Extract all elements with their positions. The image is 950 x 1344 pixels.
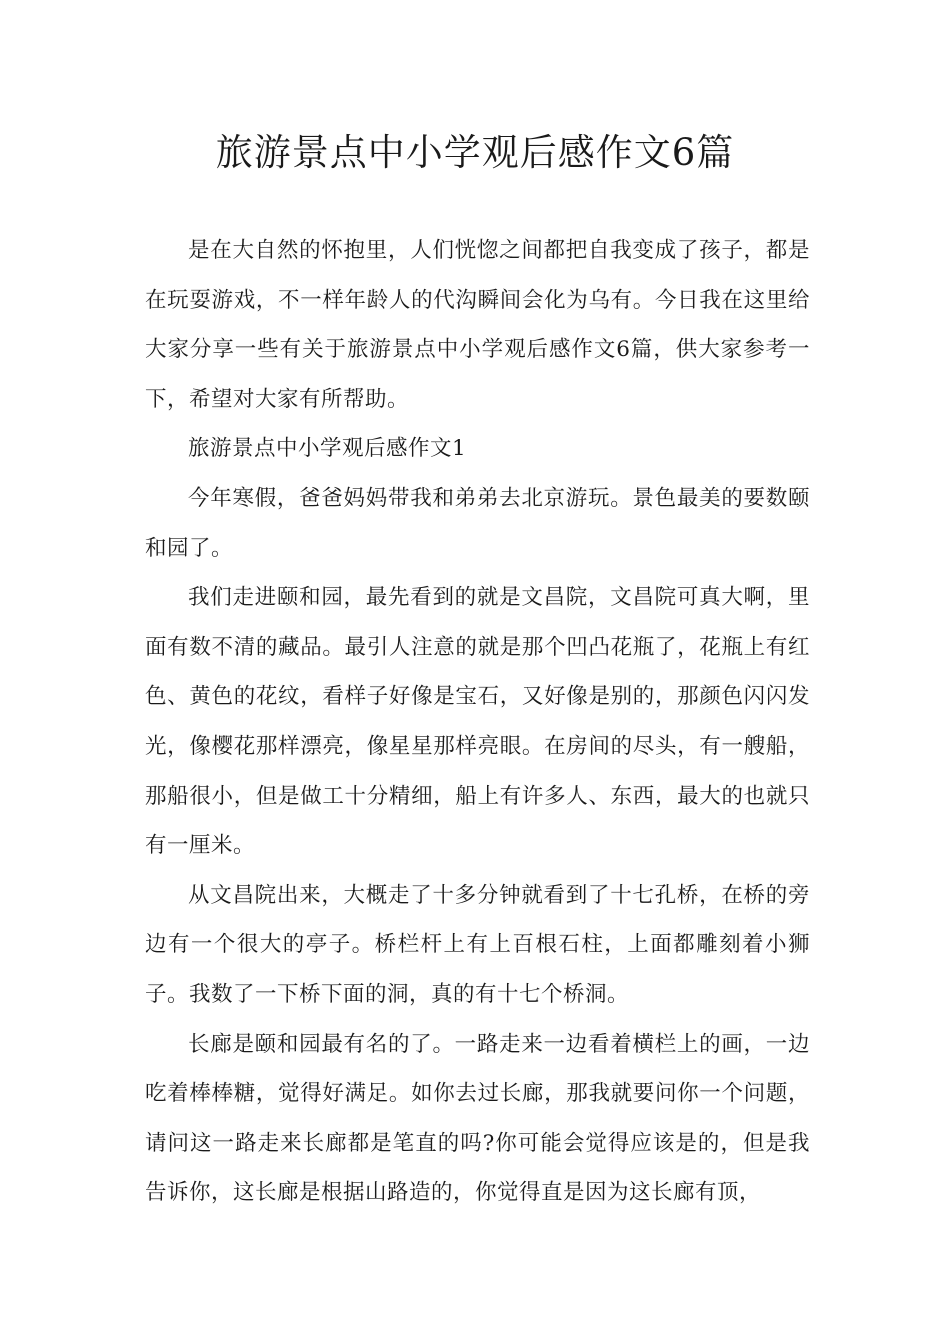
- body-paragraph: 今年寒假，爸爸妈妈带我和弟弟去北京游玩。景色最美的要数颐和园了。: [145, 485, 810, 561]
- body-paragraph: 我们走进颐和园，最先看到的就是文昌院，文昌院可真大啊，里面有数不清的藏品。最引人注意的就是那个凹凸花瓶了，花瓶上有红色、黄色的花纹，看样子好像是宝石，又好像是别的，那颜色闪闪发光，像樱花那样漂亮，像星星那样亮眼。在房间的尽头，有一艘船，那船很小，但是做工十分精细，船上有许多人、东西，最大的也就只有一厘米。: [145, 585, 810, 859]
- document-title: 旅游景点中小学观后感作文6篇: [215, 131, 735, 174]
- body-paragraph: 长廊是颐和园最有名的了。一路走来一边看着横栏上的画，一边吃着棒棒糖，觉得好满足。如你去过长廊，那我就要问你一个问题，请问这一路走来长廊都是笔直的吗?你可能会觉得应该是的，但是我告诉你，这长廊是根据山路造的，你觉得直是因为这长廊有顶，: [145, 1031, 810, 1206]
- section-heading: 旅游景点中小学观后感作文1: [188, 436, 467, 462]
- document-body: [145, 226, 810, 1218]
- intro-paragraph: 是在大自然的怀抱里，人们恍惚之间都把自我变成了孩子，都是在玩耍游戏，不一样年龄人的代沟瞬间会化为乌有。今日我在这里给大家分享一些有关于旅游景点中小学观后感作文6篇，供大家参考一下，希望对大家有所帮助。: [145, 238, 810, 412]
- body-paragraph: 从文昌院出来，大概走了十多分钟就看到了十七孔桥，在桥的旁边有一个很大的亭子。桥栏杆上有上百根石柱，上面都雕刻着小狮子。我数了一下桥下面的洞，真的有十七个桥洞。: [145, 882, 810, 1007]
